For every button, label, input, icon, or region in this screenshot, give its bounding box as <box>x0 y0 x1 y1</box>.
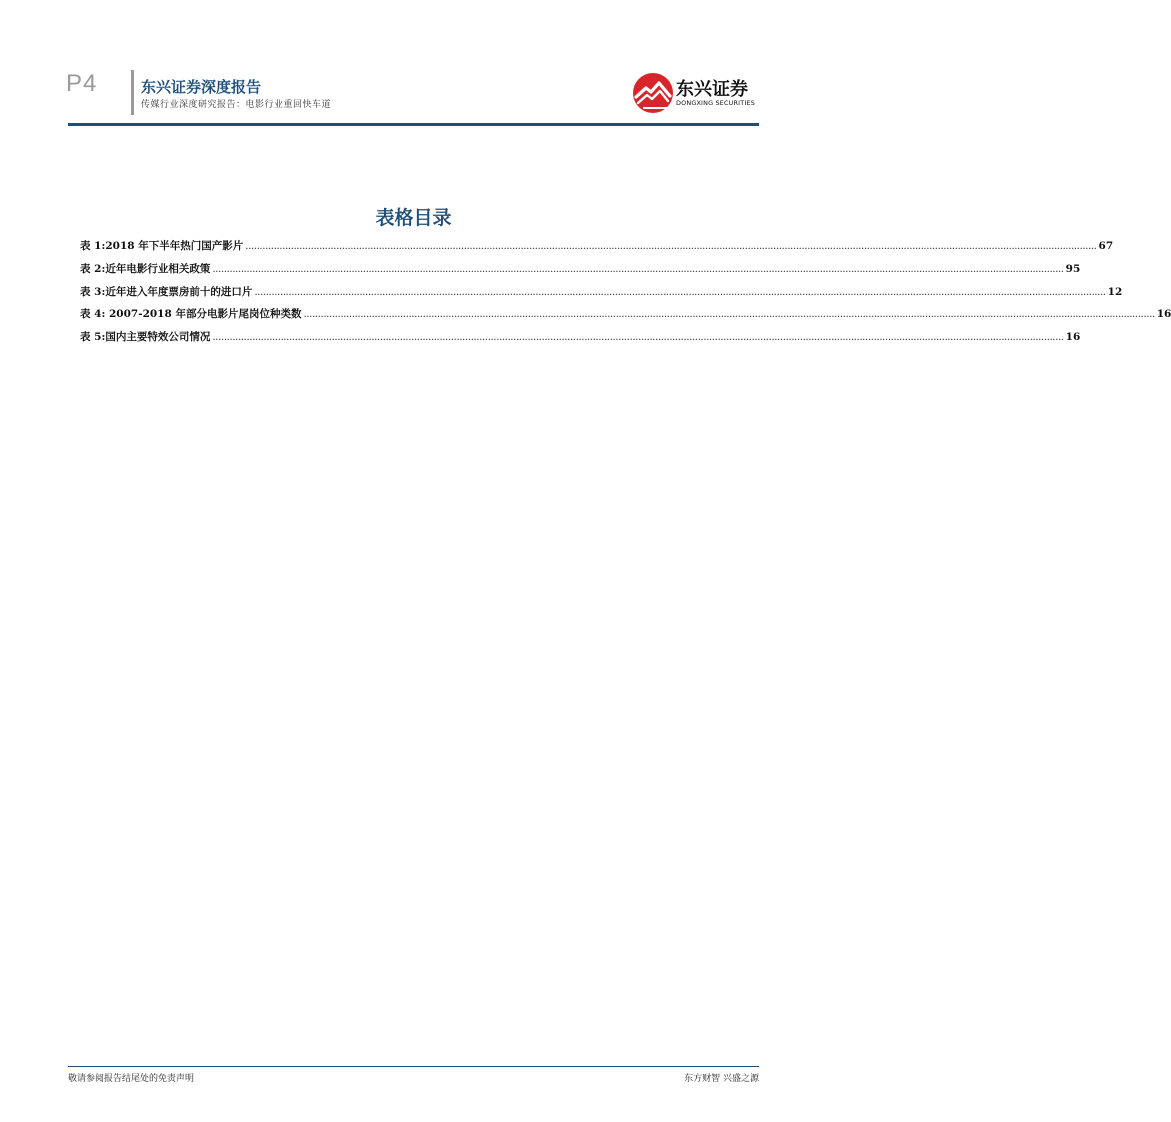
toc-leader-dots: ............................................................................................................................................................................................................................................................................................................ <box>212 262 1064 275</box>
page-number: P4 <box>66 70 98 97</box>
toc-item-page: 16 <box>1065 331 1081 344</box>
toc-item-label: 表 5:国内主要特效公司情况 <box>80 331 211 344</box>
toc-item-label: 表 1:2018 年下半年热门国产影片 <box>80 240 244 252</box>
toc-item-label: 表 4: 2007-2018 年部分电影片尾岗位种类数 <box>80 308 302 321</box>
report-title: 东兴证券深度报告 <box>141 78 262 96</box>
toc-leader-dots: ............................................................................................................................................................................................................................................................................................................ <box>212 331 1064 344</box>
logo-emblem-icon <box>632 72 674 114</box>
logo-name-en: DONGXING SECURITIES <box>676 99 755 107</box>
toc-leader-dots: ............................................................................................................................................................................................................................................................................................................ <box>245 240 1097 252</box>
toc-item-page: 95 <box>1065 262 1081 275</box>
company-logo <box>632 72 762 114</box>
footer-slogan: 东方财智 兴盛之源 <box>684 1074 759 1084</box>
toc-item-label: 表 2:近年电影行业相关政策 <box>80 262 211 275</box>
toc-item-label: 表 3:近年进入年度票房前十的进口片 <box>80 285 253 298</box>
toc-item[interactable] <box>80 284 1123 307</box>
toc-title: 表格目录 <box>375 207 452 229</box>
toc-list <box>80 238 1171 352</box>
footer-disclaimer: 敬请参阅报告结尾处的免责声明 <box>68 1074 195 1084</box>
footer-rule <box>68 1066 759 1067</box>
toc-leader-dots: ............................................................................................................................................................................................................................................................................................................ <box>254 285 1106 298</box>
toc-item-page: 67 <box>1098 240 1114 252</box>
logo-name-cn: 东兴证券 <box>676 79 748 100</box>
toc-leader-dots: ............................................................................................................................................................................................................................................................................................................ <box>303 308 1155 321</box>
toc-item[interactable] <box>80 329 1081 352</box>
toc-item[interactable] <box>80 261 1081 284</box>
report-subtitle: 传媒行业深度研究报告：电影行业重回快车道 <box>141 100 332 110</box>
toc-item-page: 12 <box>1107 285 1123 298</box>
toc-item[interactable] <box>80 306 1171 329</box>
toc-item[interactable] <box>80 238 1114 261</box>
header-rule <box>68 123 759 126</box>
toc-item-page: 16 <box>1156 308 1171 321</box>
header-divider <box>131 70 134 115</box>
